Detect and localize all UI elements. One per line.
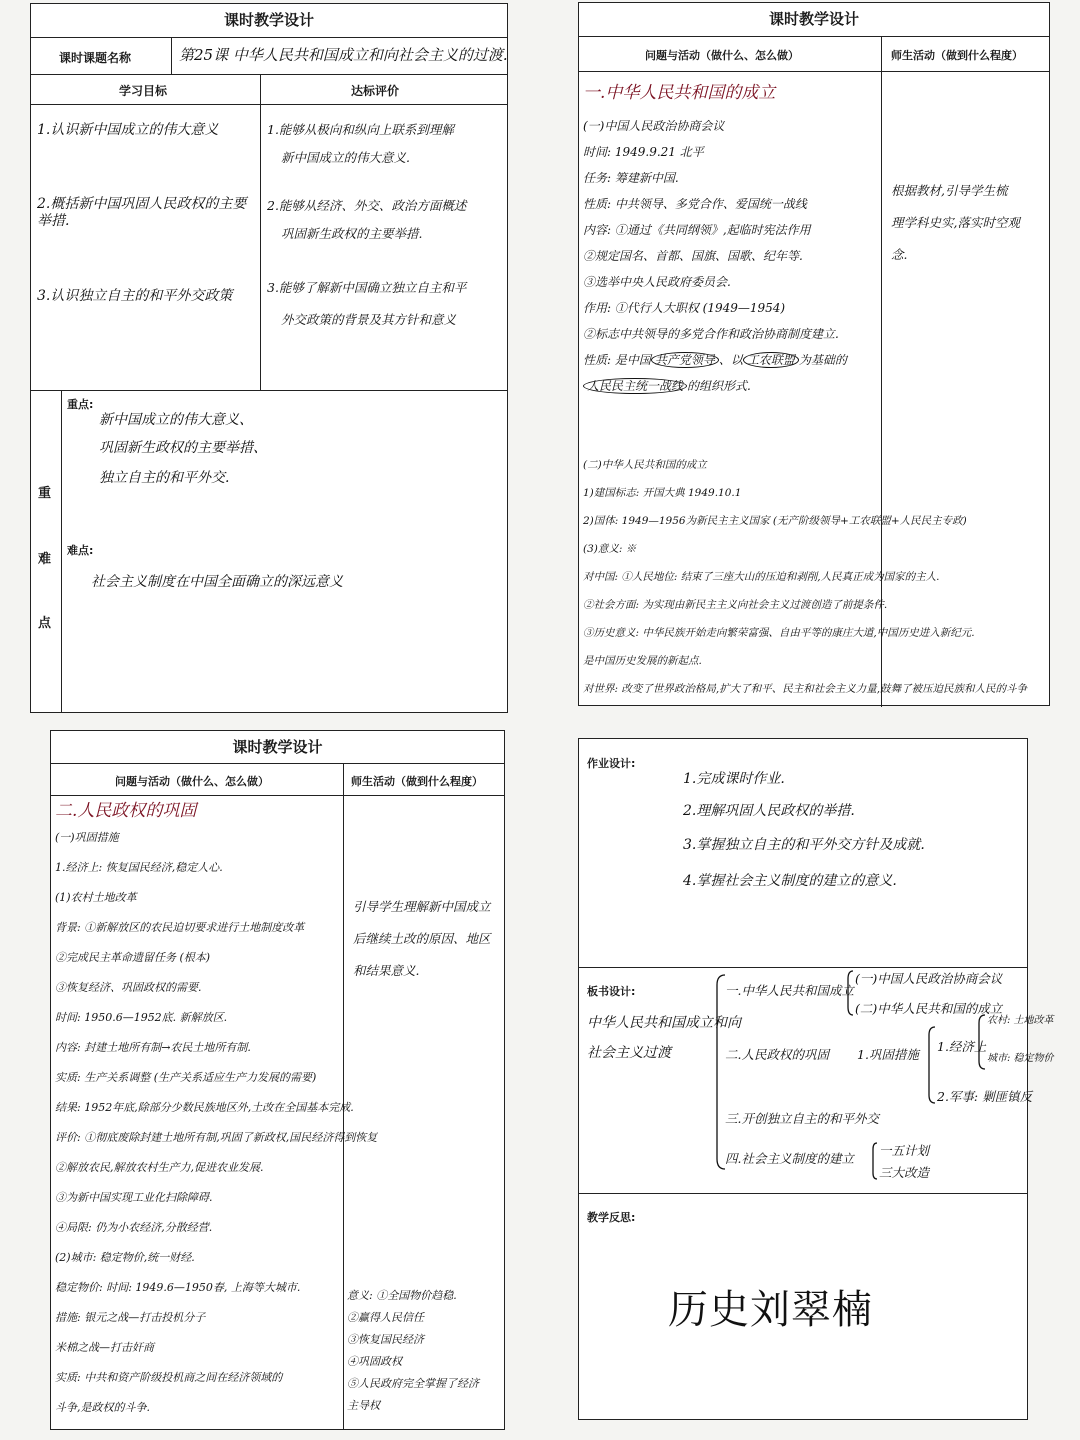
teacher-note-line: 意义: ①全国物价趋稳. xyxy=(347,1289,457,1302)
content-line: 性质: 中共领导、多党合作、爱国统一战线 xyxy=(583,197,807,211)
board-item: 三大改造 xyxy=(879,1165,930,1180)
lesson-plan-page-1 xyxy=(30,3,508,713)
teacher-note: 念. xyxy=(891,247,908,262)
content-line: 措施: 银元之战—打击投机分子 xyxy=(55,1311,206,1324)
content-line: ③选举中央人民政府委员会. xyxy=(583,275,731,289)
reflection-label: 教学反思: xyxy=(587,1211,636,1224)
page-header: 课时教学设计 xyxy=(31,4,507,38)
content-line: 2)国体: 1949—1956为新民主主义国家 (无产阶级领导+工农联盟+人民民主专政) xyxy=(583,515,967,527)
content-line: (一)中国人民政治协商会议 xyxy=(583,119,725,133)
content-line: ②解放农民,解放农村生产力,促进农业发展. xyxy=(55,1161,264,1174)
section-title: 一.中华人民共和国的成立 xyxy=(583,83,776,103)
homework-item: 4.掌握社会主义制度的建立的意义. xyxy=(683,873,897,889)
eval-item: 1.能够从极向和纵向上联系到理解 xyxy=(267,122,454,137)
board-item: (一)中国人民政治协商会议 xyxy=(855,971,1003,986)
content-line: 斗争,是政权的斗争. xyxy=(55,1401,150,1414)
content-line: (一)巩固措施 xyxy=(55,831,119,844)
board-title: 社会主义过渡 xyxy=(587,1045,671,1061)
content-line: ③恢复经济、巩固政权的需要. xyxy=(55,981,202,994)
lesson-plan-page-2 xyxy=(578,2,1050,706)
lesson-plan-page-3 xyxy=(50,730,505,1430)
content-line: (3)意义: ※ xyxy=(583,543,637,555)
goal-item: 1.认识新中国成立的伟大意义 xyxy=(37,122,219,138)
problem-header: 问题与活动（做什么、怎么做） xyxy=(645,49,799,62)
content-line: ②规定国名、首都、国旗、国歌、纪年等. xyxy=(583,249,803,263)
board-item: 1.巩固措施 xyxy=(857,1047,919,1062)
content-line: 内容: ①通过《共同纲领》,起临时宪法作用 xyxy=(583,223,811,237)
content-line: 人民民主统一战线 的组织形式. xyxy=(583,379,751,393)
key-label: 重点: xyxy=(67,398,94,411)
page-header: 课时教学设计 xyxy=(51,731,504,764)
author-watermark: 历史刘翠楠 xyxy=(668,1287,873,1333)
course-title: 第25课 中华人民共和国成立和向社会主义的过渡. xyxy=(179,46,508,64)
section-title: 二.人民政权的巩固 xyxy=(55,801,197,821)
content-line: 内容: 封建土地所有制→农民土地所有制. xyxy=(55,1041,251,1054)
content-line: ②完成民主革命遗留任务 (根本) xyxy=(55,951,211,964)
teacher-header: 师生活动（做到什么程度） xyxy=(891,49,1023,62)
eval-header: 达标评价 xyxy=(351,84,400,98)
board-item: 一.中华人民共和国成立 xyxy=(725,983,854,998)
eval-item: 新中国成立的伟大意义. xyxy=(281,150,410,165)
board-item: 1.经济上 xyxy=(937,1039,987,1054)
homework-item: 1.完成课时作业. xyxy=(683,771,785,787)
homework-item: 2.理解巩固人民政权的举措. xyxy=(683,803,855,819)
board-item: 2.军事: 剿匪镇反 xyxy=(937,1089,1033,1104)
goal-item: 2.概括新中国巩固人民政权的主要举措. xyxy=(37,196,247,229)
goal-item: 3.认识独立自主的和平外交政策 xyxy=(37,288,233,304)
teacher-note: 理学科史实,落实时空观 xyxy=(891,215,1020,230)
content-line: (1)农村土地改革 xyxy=(55,891,137,904)
teacher-note-line: ③恢复国民经济 xyxy=(347,1333,424,1346)
course-label: 课时课题名称 xyxy=(59,51,132,65)
teacher-header: 师生活动（做到什么程度） xyxy=(351,775,483,788)
board-item: 四.社会主义制度的建立 xyxy=(725,1151,854,1166)
teacher-note-line: ⑤人民政府完全掌握了经济 xyxy=(347,1377,479,1390)
difficulty-label: 难点: xyxy=(67,544,94,557)
board-label: 板书设计: xyxy=(587,985,636,998)
teacher-note-line: ②赢得人民信任 xyxy=(347,1311,424,1324)
content-line: ②社会方面: 为实现由新民主主义向社会主义过渡创造了前提条件. xyxy=(583,599,888,611)
content-line: 对世界: 改变了世界政治格局,扩大了和平、民主和社会主义力量,鼓舞了被压迫民族和人民的斗争 xyxy=(583,683,1028,695)
content-line: ③为新中国实现工业化扫除障碍. xyxy=(55,1191,213,1204)
teacher-note-line: ④巩固政权 xyxy=(347,1355,402,1368)
eval-item: 外交政策的背景及其方针和意义 xyxy=(281,312,457,327)
board-item: 城市: 稳定物价 xyxy=(987,1053,1054,1064)
content-line: 结果: 1952年底,除部分少数民族地区外,土改在全国基本完成. xyxy=(55,1101,354,1114)
content-line: 背景: ①新解放区的农民迫切要求进行土地制度改革 xyxy=(55,921,305,934)
content-line: 对中国: ①人民地位: 结束了三座大山的压迫和剥削,人民真正成为国家的主人. xyxy=(583,571,940,583)
content-line: (二)中华人民共和国的成立 xyxy=(583,459,707,471)
content-line: 时间: 1949.9.21 北平 xyxy=(583,145,704,159)
key-item: 新中国成立的伟大意义、 xyxy=(99,412,253,428)
teacher-note: 根据教材,引导学生梳 xyxy=(891,183,1008,198)
difficulty-item: 社会主义制度在中国全面确立的深远意义 xyxy=(91,574,343,590)
content-line: 任务: 筹建新中国. xyxy=(583,171,679,185)
board-item: 二.人民政权的巩固 xyxy=(725,1047,829,1062)
content-line: (2)城市: 稳定物价,统一财经. xyxy=(55,1251,195,1264)
content-line: 性质: 是中国 共产党领导 、以 工农联盟 为基础的 xyxy=(583,353,847,367)
content-line: 1)建国标志: 开国大典 1949.10.1 xyxy=(583,487,742,499)
content-line: 是中国历史发展的新起点. xyxy=(583,655,702,667)
goals-header: 学习目标 xyxy=(119,84,168,98)
key-item: 独立自主的和平外交. xyxy=(99,470,230,486)
board-item: 农村: 土地改革 xyxy=(987,1015,1054,1026)
vertical-label: 点 xyxy=(38,616,52,631)
teacher-note: 后继续土改的原因、地区 xyxy=(353,931,491,946)
content-line: 实质: 中共和资产阶级投机商之间在经济领域的 xyxy=(55,1371,283,1384)
content-line: 实质: 生产关系调整 (生产关系适应生产力发展的需要) xyxy=(55,1071,317,1084)
eval-item: 巩固新生政权的主要举措. xyxy=(281,226,423,241)
eval-item: 2.能够从经济、外交、政治方面概述 xyxy=(267,198,467,213)
problem-header: 问题与活动（做什么、怎么做） xyxy=(115,775,269,788)
page-header: 课时教学设计 xyxy=(579,3,1049,37)
content-line: 米棉之战—打击奸商 xyxy=(55,1341,154,1354)
content-line: 评价: ①彻底废除封建土地所有制,巩固了新政权,国民经济得到恢复 xyxy=(55,1131,378,1144)
homework-item: 3.掌握独立自主的和平外交方针及成就. xyxy=(683,837,925,853)
content-line: ④局限: 仍为小农经济,分散经营. xyxy=(55,1221,213,1234)
vertical-label: 重 xyxy=(38,486,52,501)
eval-item: 3.能够了解新中国确立独立自主和平 xyxy=(267,280,467,295)
content-line: 稳定物价: 时间: 1949.6—1950春, 上海等大城市. xyxy=(55,1281,301,1294)
content-line: ②标志中共领导的多党合作和政治协商制度建立. xyxy=(583,327,839,341)
content-line: 时间: 1950.6—1952底. 新解放区. xyxy=(55,1011,228,1024)
vertical-label: 难 xyxy=(38,552,52,567)
board-title: 中华人民共和国成立和向 xyxy=(587,1015,741,1031)
content-line: 作用: ①代行人大职权 (1949—1954) xyxy=(583,301,786,315)
homework-label: 作业设计: xyxy=(587,757,636,770)
board-item: (二)中华人民共和国的成立 xyxy=(855,1001,1003,1016)
content-line: ③历史意义: 中华民族开始走向繁荣富强、自由平等的康庄大道,中国历史进入新纪元. xyxy=(583,627,975,639)
teacher-note: 引导学生理解新中国成立 xyxy=(353,899,491,914)
content-line: 1.经济上: 恢复国民经济,稳定人心. xyxy=(55,861,223,874)
board-item: 三.开创独立自主的和平外交 xyxy=(725,1111,879,1126)
key-item: 巩固新生政权的主要举措、 xyxy=(99,440,267,456)
board-item: 一五计划 xyxy=(879,1143,930,1158)
teacher-note: 和结果意义. xyxy=(353,963,420,978)
teacher-note-line: 主导权 xyxy=(347,1399,380,1412)
